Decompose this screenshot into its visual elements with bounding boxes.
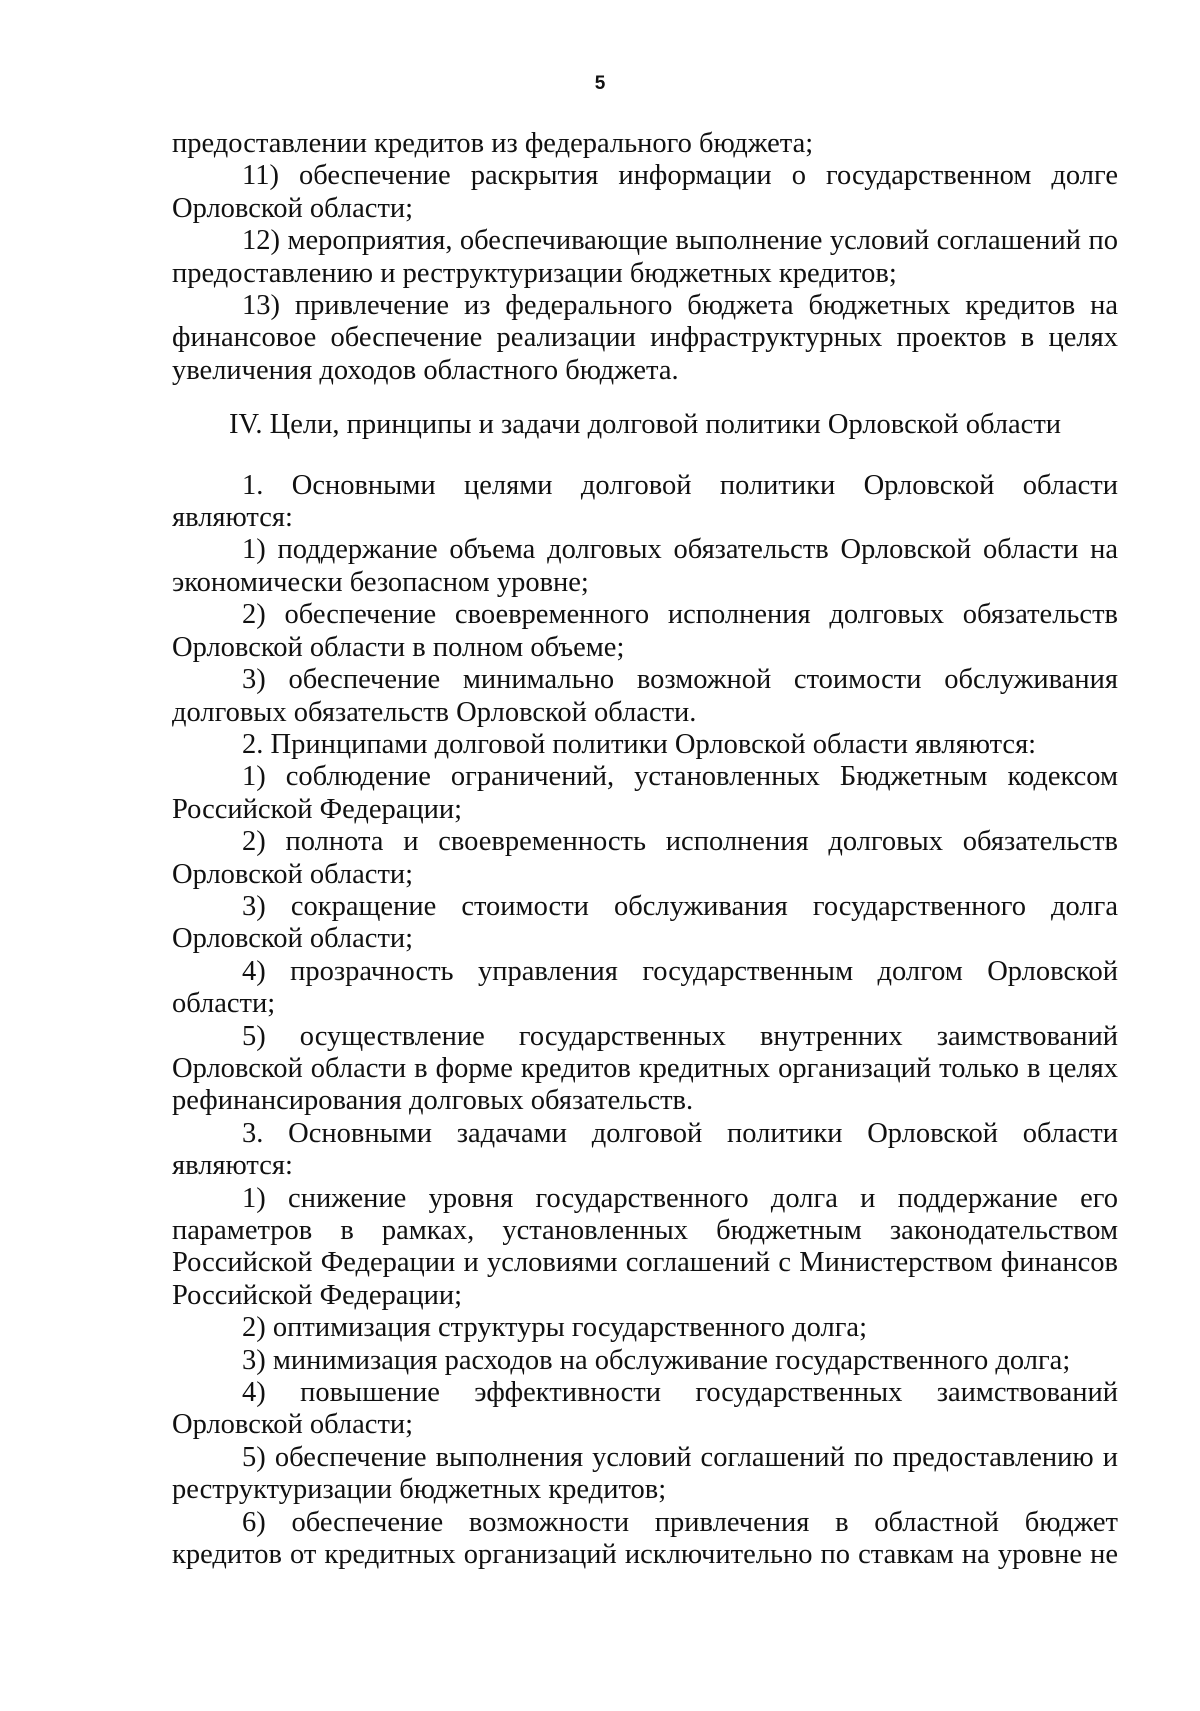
paragraph: 1) снижение уровня государственного долга и поддержание его параметров в рамках, установленных бюджетным законодательством Российской Федерации и условиями соглашений с Министерством финансов Российской Федерации;	[172, 1182, 1118, 1311]
paragraph: 3) обеспечение минимально возможной стоимости обслуживания долговых обязательств Орловской области.	[172, 664, 1118, 728]
paragraph: 2) полнота и своевременность исполнения долговых обязательств Орловской области;	[172, 826, 1118, 890]
document-body	[172, 128, 1118, 1571]
paragraph: предоставлении кредитов из федерального бюджета;	[172, 128, 814, 159]
paragraph: 3) сокращение стоимости обслуживания государственного долга Орловской области;	[172, 890, 1118, 955]
paragraph: 1) соблюдение ограничений, установленных Бюджетным кодексом Российской Федерации;	[172, 761, 1118, 825]
page-number: 5	[594, 73, 606, 94]
paragraph: 12) мероприятия, обеспечивающие выполнение условий соглашений по предоставлению и реструктуризации бюджетных кредитов;	[172, 225, 1118, 289]
paragraph: 6) обеспечение возможности привлечения в областной бюджет кредитов от кредитных организаций исключительно по ставкам на уровне не	[172, 1506, 1118, 1571]
paragraph: 4) прозрачность управления государственным долгом Орловской области;	[172, 955, 1118, 1020]
paragraph: 2) оптимизация структуры государственного долга;	[242, 1312, 867, 1344]
paragraph: 11) обеспечение раскрытия информации о государственном долге Орловской области;	[172, 160, 1118, 224]
paragraph: 3) минимизация расходов на обслуживание государственного долга;	[242, 1344, 1071, 1376]
paragraph: 13) привлечение из федерального бюджета бюджетных кредитов на финансовое обеспечение реализации инфраструктурных проектов в целях увеличения доходов областного бюджета.	[172, 290, 1118, 386]
paragraph: 2) обеспечение своевременного исполнения долговых обязательств Орловской области в полном объеме;	[172, 599, 1118, 663]
paragraph: 5) обеспечение выполнения условий соглашений по предоставлению и реструктуризации бюджетных кредитов;	[172, 1441, 1118, 1506]
paragraph: 1. Основными целями долговой политики Орловской области являются:	[172, 469, 1118, 534]
paragraph: 2. Принципами долговой политики Орловской области являются:	[242, 728, 1037, 760]
section-heading: IV. Цели, принципы и задачи долговой политики Орловской области	[228, 409, 1062, 441]
paragraph: 1) поддержание объема долговых обязательств Орловской области на экономически безопасном уровне;	[172, 534, 1118, 598]
paragraph: 5) осуществление государственных внутренних заимствований Орловской области в форме кредитов кредитных организаций только в целях рефинансирования долговых обязательств.	[172, 1020, 1118, 1117]
paragraph: 4) повышение эффективности государственных заимствований Орловской области;	[172, 1377, 1118, 1441]
paragraph: 3. Основными задачами долговой политики Орловской области являются:	[172, 1117, 1118, 1182]
